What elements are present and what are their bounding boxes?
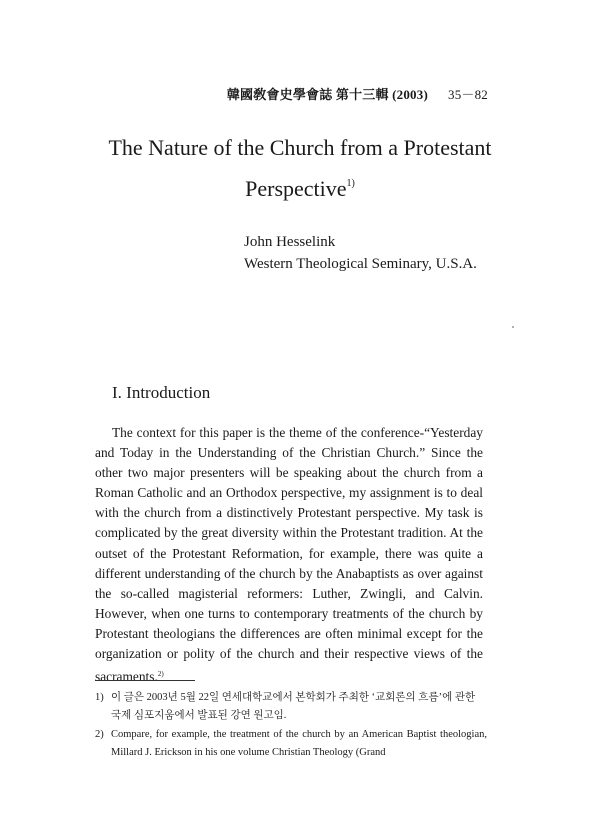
author-affiliation: Western Theological Seminary, U.S.A. [244,256,477,272]
footnote-2 [95,726,487,761]
body-text [95,423,483,687]
title-footnote-mark: 1) [346,178,355,189]
footnote-number: 1) [95,692,104,703]
title-line-1: The Nature of the Church from a Protestant [108,135,492,160]
page-range: 35－82 [448,87,488,102]
body-footnote-mark: 2) [157,670,164,679]
footnote-divider [95,680,195,681]
title-line-2-text: Perspective [245,176,347,201]
body-paragraph [95,423,483,687]
author-block [244,231,477,275]
author-name: John Hesselink [244,234,336,250]
title-line-2 [0,166,600,207]
footnote-number: 2) [95,729,104,740]
section-heading: I. Introduction [112,383,211,402]
journal-name: 韓國敎會史學會誌 第十三輯 (2003) [226,87,428,102]
paper-title [0,130,600,207]
footnote-text: 이 글은 2003년 5월 22일 연세대학교에서 본학회가 주최한 ‘교회론의 흐름’에 관한 국제 심포지움에서 발표된 강연 원고임. [111,692,476,721]
footnotes [95,689,487,763]
running-header [227,84,488,103]
scan-speck [512,326,514,328]
body-paragraph-text: The context for this paper is the theme of the conference-“Yesterday and Today in the Understanding of the Christian Church.” Since the other two major presenters will be speaking about the church from a Roman Catholic and an Orthodox perspective, my assignment is to deal with the church from a distinctively Protestant perspective. My task is complicated by the great diversity within the Protestant tradition. At the outset of the Protestant Reformation, for example, there was quite a different understanding of the church by the Anabaptists as over against the so-called magisterial reformers: Luther, Zwingli, and Calvin. However, when one turns to contemporary treatments of the church by Protestant theologians the differences are often minimal except for the organization or polity of the church and their respective views of the sacraments. [95,425,483,685]
footnote-1 [95,689,487,724]
footnote-text: Compare, for example, the treatment of the church by an American Baptist theologian, Millard J. Erickson in his one volume Christian Theology (Grand [111,729,487,758]
